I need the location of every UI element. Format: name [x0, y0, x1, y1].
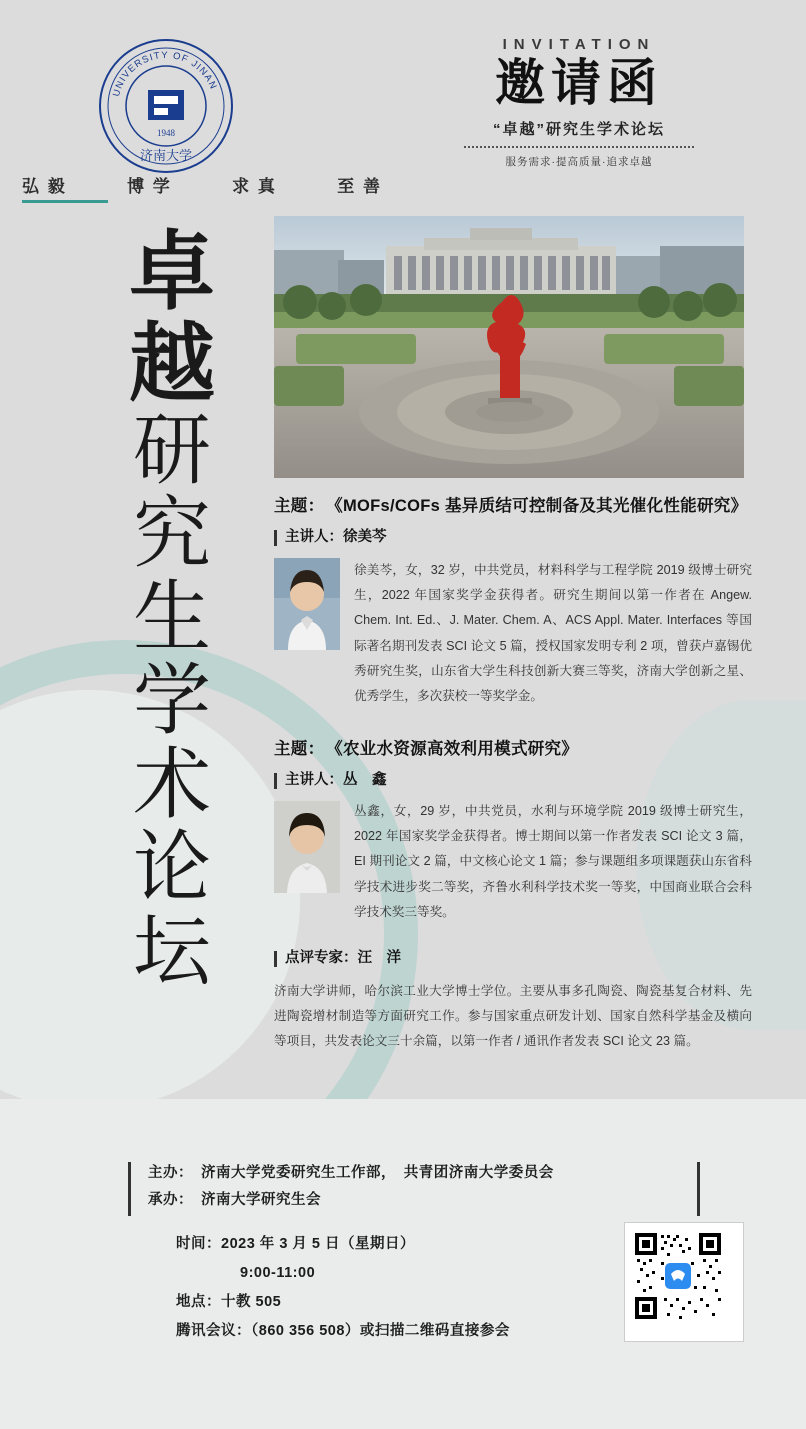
- sessions-content: [274, 492, 752, 1054]
- session-2-topic-text: 《农业水资源高效利用模式研究》: [334, 740, 579, 759]
- vertical-char-2: 越: [129, 313, 215, 415]
- host-label: 主办：: [148, 1165, 193, 1181]
- university-motto: [22, 172, 382, 197]
- place-value: 十教 505: [221, 1293, 282, 1310]
- session-2-speaker-label: 主讲人：: [285, 772, 343, 789]
- host-value: 济南大学党委研究生工作部， 共青团济南大学委员会: [201, 1165, 554, 1181]
- session-2-speaker-name: 丛 鑫: [343, 772, 387, 789]
- meeting-label: 腾讯会议：: [176, 1322, 251, 1339]
- time-range-line: 9:00-11:00: [240, 1264, 316, 1281]
- vertical-char-3: 研: [132, 406, 211, 497]
- expert-name: 汪 洋: [357, 949, 401, 966]
- svg-text:济南大学: 济南大学: [139, 149, 193, 164]
- vertical-char-6: 学: [132, 656, 211, 747]
- time-value: 2023 年 3 月 5 日（星期日）: [221, 1235, 416, 1252]
- motto-underline: [22, 200, 108, 203]
- expert-heading: [274, 951, 752, 967]
- session-1-speaker: [274, 530, 752, 546]
- svg-text:UNIVERSITY OF JINAN: UNIVERSITY OF JINAN: [110, 49, 219, 98]
- vertical-forum-title: [112, 221, 232, 997]
- vertical-char-8: 论: [132, 823, 211, 914]
- tencent-meeting-qr-code[interactable]: [624, 1222, 744, 1342]
- expert-label: 点评专家：: [285, 949, 358, 966]
- university-logo: [96, 36, 236, 176]
- expert-bio-text: 济南大学讲师，哈尔滨工业大学博士学位。主要从事多孔陶瓷、陶瓷基复合材料、先进陶瓷增材制造等方面研究工作。参与国家重点研发计划、国家自然科学基金及横向等项目，共发表论文三十余篇，以第一作者 / 通讯作者发表 SCI 论文 23 篇。: [274, 983, 752, 1049]
- session-1-speaker-name: 徐美芩: [343, 529, 387, 545]
- invitation-divider: [464, 146, 694, 148]
- speaker-portrait-congxin: [274, 801, 340, 893]
- host-line: [148, 1160, 678, 1187]
- organizer-label: 承办：: [148, 1191, 193, 1208]
- session-1-topic-text: 《MOFs/COFs 基异质结可控制备及其光催化性能研究》: [334, 497, 748, 515]
- speaker-portrait-xumeiqin: [274, 558, 340, 650]
- invitation-cn-title: 邀请函: [495, 53, 663, 112]
- session-2-bio-text: 丛鑫，女，29 岁，中共党员，水利与环境学院 2019 级博士研究生，2022 年国家奖学金获得者。博士期间以第一作者发表 SCI 论文 3 篇，EI 期刊论文 2 篇，中文核心论文 1 篇；参与课题组多项课题获山东省科学技术进步奖二等奖，齐鲁水利科学技术奖一等奖，中国商业联合会科学技术奖三等奖。: [354, 804, 752, 919]
- invitation-header: [414, 36, 744, 169]
- motto-word-1: 弘 毅: [22, 177, 67, 196]
- vertical-char-4: 究: [132, 489, 211, 580]
- invitation-slogan: 服务需求·提高质量·追求卓越: [505, 155, 653, 168]
- session-1-speaker-label: 主讲人：: [285, 529, 343, 545]
- invitation-en-label: INVITATION: [502, 36, 656, 53]
- session-1-topic-label: 主题：: [274, 497, 325, 515]
- invitation-subtitle: “卓越”研究生学术论坛: [492, 120, 665, 138]
- motto-word-4: 至 善: [337, 177, 382, 196]
- vertical-char-9: 坛: [132, 906, 211, 997]
- time-label: 时间：: [176, 1235, 221, 1252]
- footer-block: [0, 1160, 806, 1346]
- session-1-topic: [274, 492, 752, 516]
- place-label: 地点：: [176, 1293, 221, 1310]
- session-1-bio-block: [274, 558, 752, 709]
- meeting-value: （860 356 508）或扫描二维码直接参会: [251, 1322, 510, 1339]
- organizer-box: [128, 1160, 678, 1214]
- session-2-speaker: [274, 773, 752, 789]
- session-2-topic-label: 主题：: [274, 740, 325, 759]
- motto-word-2: 博 学: [127, 177, 172, 196]
- motto-word-3: 求 真: [232, 177, 277, 196]
- svg-text:1948: 1948: [157, 128, 175, 138]
- qr-code-icon: [631, 1229, 725, 1323]
- organizer-value: 济南大学研究生会: [201, 1191, 321, 1208]
- organizer-line: [148, 1187, 678, 1214]
- vertical-char-1: 卓: [129, 221, 215, 322]
- session-2-bio-block: [274, 801, 752, 925]
- vertical-char-7: 术: [132, 739, 211, 830]
- vertical-char-5: 生: [132, 572, 211, 663]
- campus-photo: [274, 216, 744, 478]
- session-1-bio-text: 徐美芩，女，32 岁，中共党员，材料科学与工程学院 2019 级博士研究生，2022 年国家奖学金获得者。研究生期间以第一作者在 Angew. Chem. Int. Ed.、J. Mater. Chem. A、ACS Appl. Mater. Interfaces 等国际著名期刊发表 SCI 论文 5 篇，授权国家发明专利 2 项，曾获卢嘉锡优秀研究生奖，山东省大学生科技创新大赛三等奖，济南大学创新之星、优秀学生，多次获校一等奖学金。: [354, 562, 752, 703]
- session-2-topic: [274, 735, 752, 759]
